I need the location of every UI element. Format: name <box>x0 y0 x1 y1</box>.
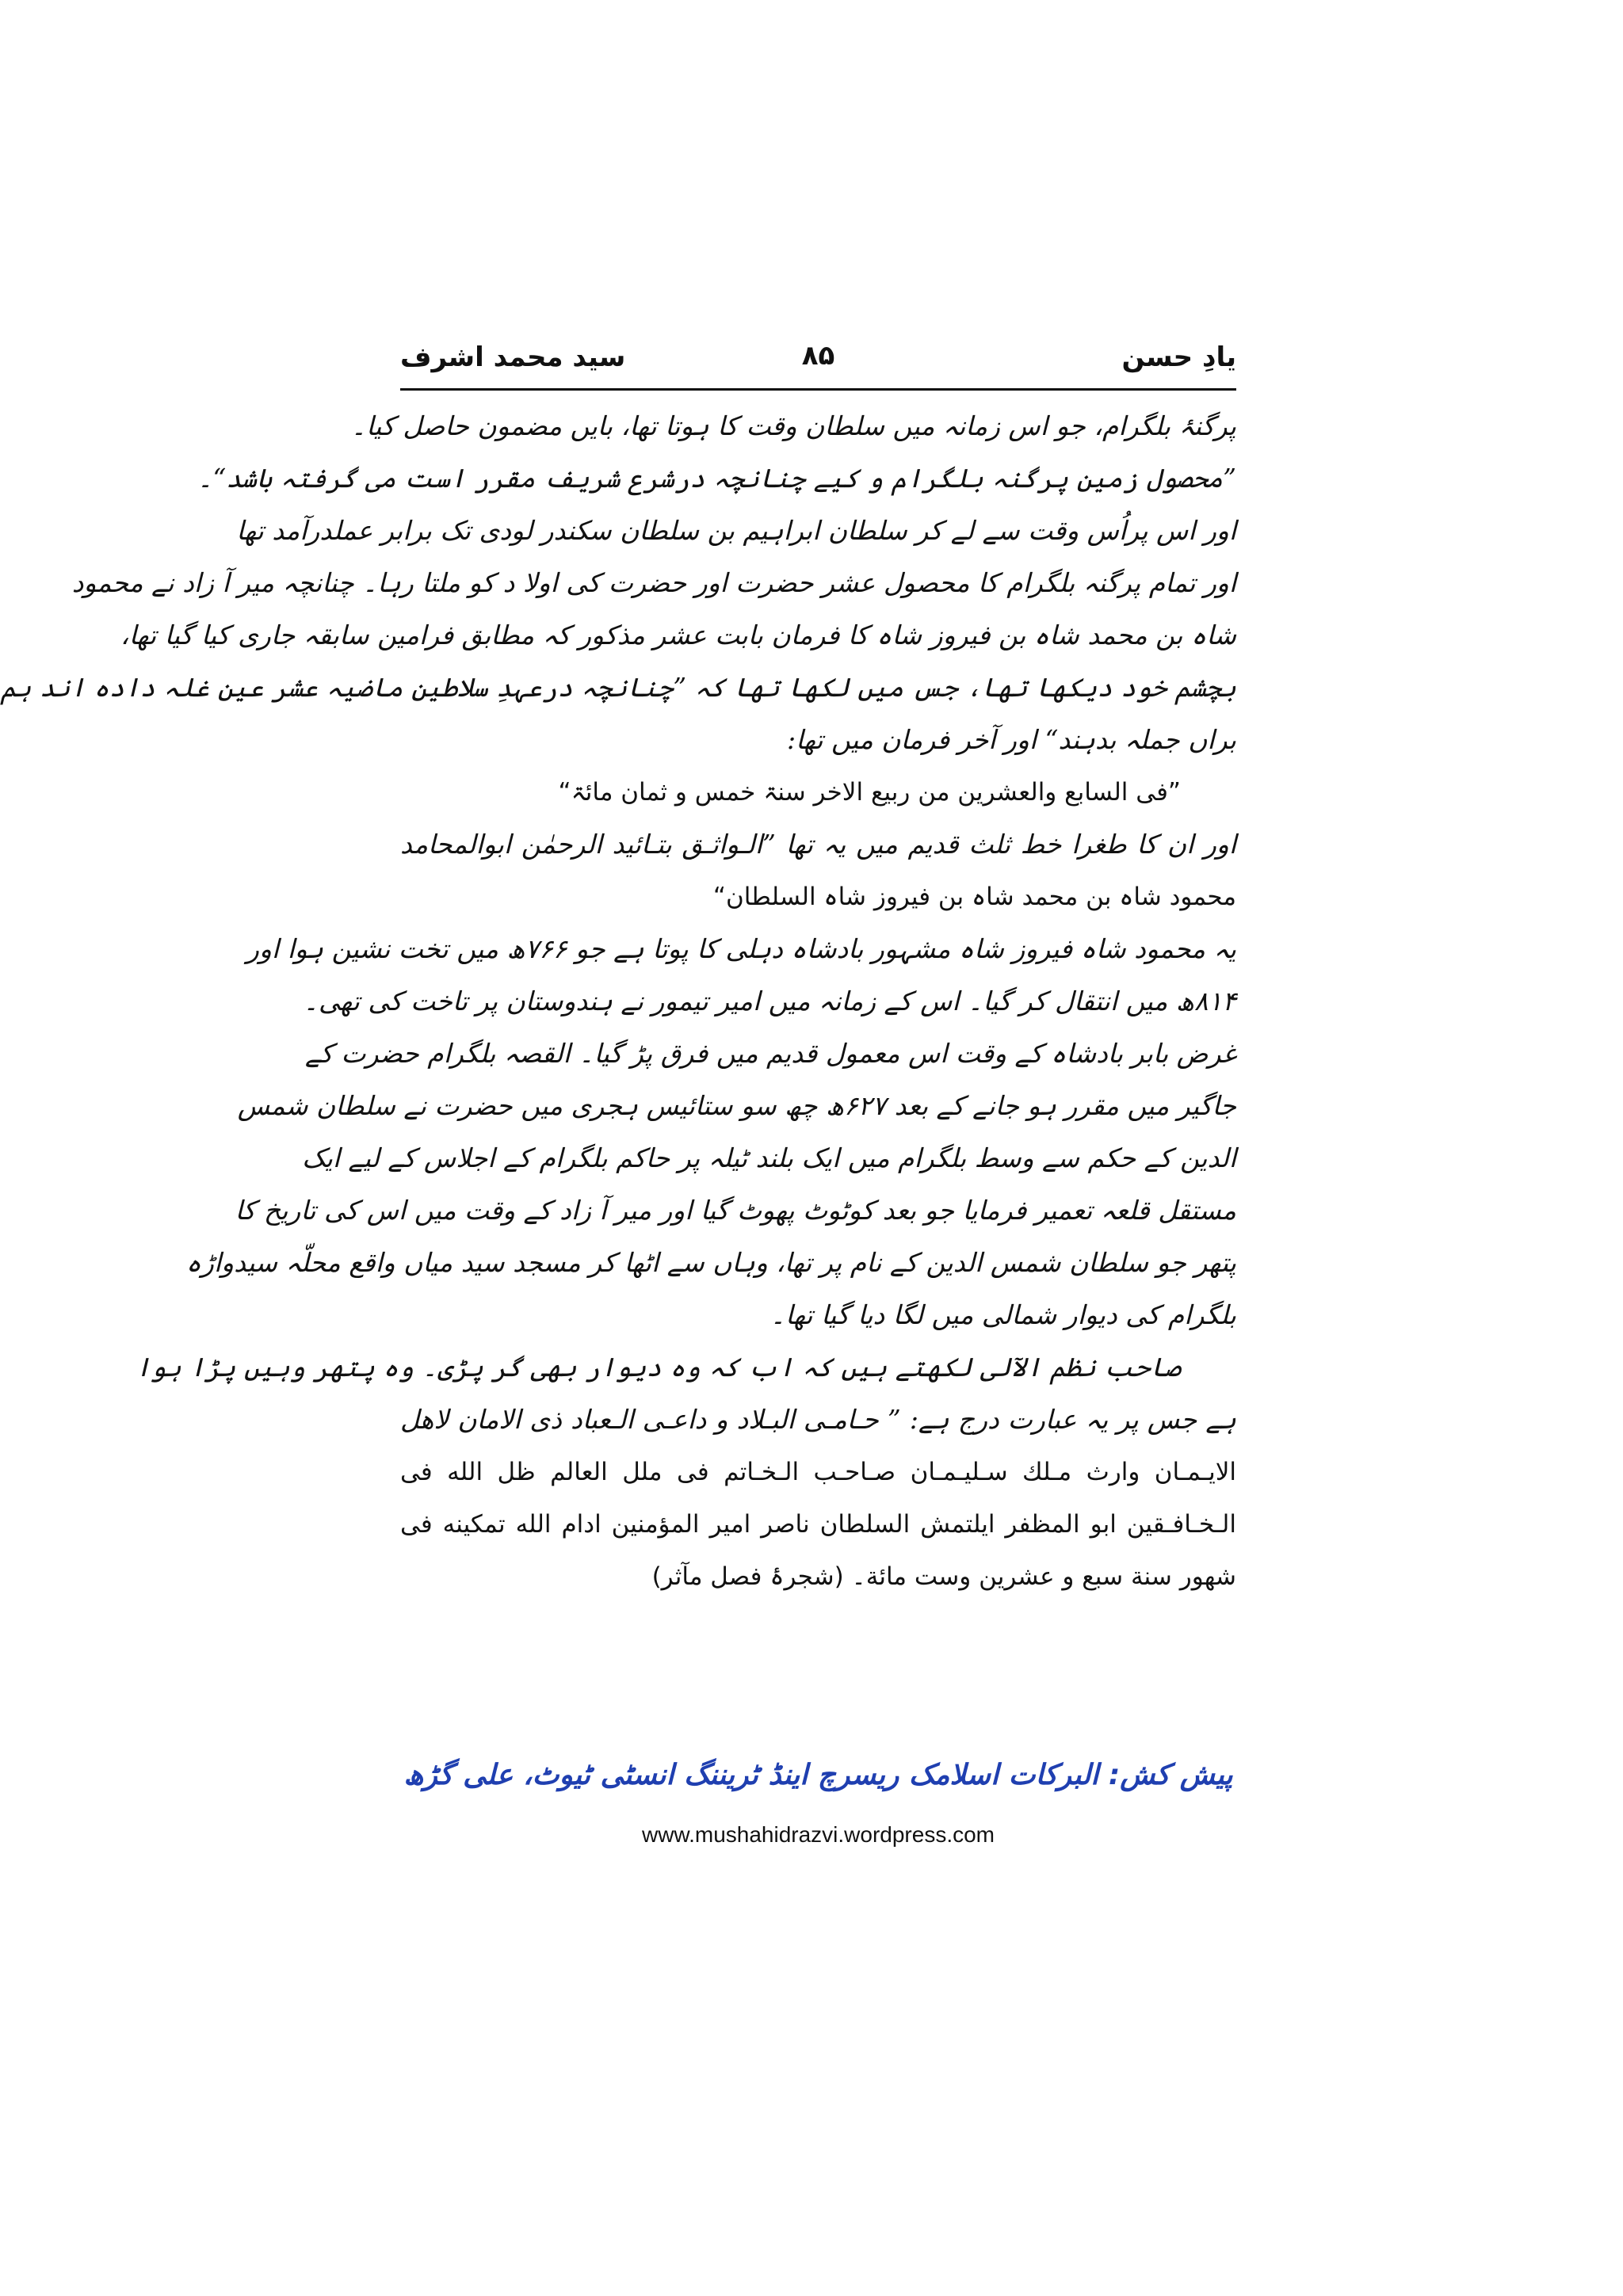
text-line-16: مستقل قلعہ تعمیر فرمایا جو بعد کوٹوٹ پھوٹ گیا اور میر آ زاد کے وقت میں اس کی تاریخ کا <box>235 1195 1236 1226</box>
text-line-14: جاگیر میں مقرر ہو جانے کے بعد ۶۲۷ھ چھ سو ستائیس ہجری میں حضرت نے سلطان شمس <box>237 1090 1236 1121</box>
text-line-19: صاحب نظم الآلی لکھتے ہیں کہ اب کہ وہ دیوار بھی گر پڑی۔ وہ پتھر وہیں پڑا ہوا <box>135 1352 1181 1383</box>
header-rule <box>400 388 1236 391</box>
text-line-7: براں جملہ بدہند“ اور آخر فرمان میں تھا: <box>786 724 1236 755</box>
text-line-4: اور تمام پرگنہ بلگرام کا محصول عشر حضرت اور حضرت کی اولا د کو ملتا رہا۔ چنانچہ میر آ زاد نے محمود <box>71 567 1236 598</box>
body-text <box>0 400 1236 1603</box>
text-line-18: بلگرام کی دیوار شمالی میں لگا دیا گیا تھا۔ <box>769 1299 1236 1330</box>
footer-url[interactable]: www.mushahidrazvi.wordpress.com <box>641 1822 995 1847</box>
footer-credit: پیش کش: البرکات اسلامک ریسرچ اینڈ ٹریننگ انسٹی ٹیوٹ، علی گڑھ <box>403 1759 1233 1791</box>
arabic-date-line: ”فی السابع والعشرین من ربیع الاخر سنۃ خمس و ثمان مائۃ“ <box>558 778 1181 807</box>
author-name: سید محمد اشرف <box>400 341 626 373</box>
text-line-6: بچشم خود دیکھا تھا، جس میں لکھا تھا کہ ”چنانچہ درعہدِ سلاطین ماضیہ عشر عین غلہ دادہ اند ہم <box>0 672 1236 703</box>
text-line-11: یہ محمود شاہ فیروز شاہ مشہور بادشاہ دہلی کا پوتا ہے جو ۷۶۶ھ میں تخت نشین ہوا اور <box>246 933 1236 964</box>
arabic-inscription-line-1: الایـمـان وارث مـلك سـلیـمـان صـاحـب الـخـاتم فی ملل العالم ظل الله فی <box>400 1458 1236 1486</box>
book-title: یادِ حسن <box>1121 341 1236 373</box>
text-line-13: غرض بابر بادشاہ کے وقت اس معمول قدیم میں فرق پڑ گیا۔ القصہ بلگرام حضرت کے <box>304 1038 1236 1069</box>
text-line-20: ہے جس پر یہ عبارت درج ہے: ” حـامـی البـلاد و داعـی الـعباد ذی الامان لاهل <box>400 1404 1236 1435</box>
text-line-3: اور اس پراُس وقت سے لے کر سلطان ابراہیم بن سلطان سکندر لودی تک برابر عملدرآمد تھا <box>236 515 1236 546</box>
arabic-tughra-line: محمود شاہ بن محمد شاہ بن فیروز شاہ السلطان“ <box>712 883 1236 911</box>
text-line-15: الدین کے حکم سے وسط بلگرام میں ایک بلند ٹیلہ پر حاکم بلگرام کے اجلاس کے لیے ایک <box>302 1142 1236 1173</box>
text-line-2: ”محصول زمین پرگنہ بلگرام و کیے چنانچہ درشرع شریف مقرر است می گرفتہ باشد“۔ <box>197 463 1236 494</box>
text-line-5: شاہ بن محمد شاہ بن فیروز شاہ کا فرمان بابت عشر مذکور کہ مطابق فرامین سابقہ جاری کیا گیا تھا، <box>120 620 1236 650</box>
arabic-inscription-line-3: شهور سنة سبع و عشرین وست مائة۔ (شجرۂ فصل مآثر) <box>651 1562 1236 1591</box>
arabic-inscription-line-2: الـخـافـقین ابو المظفر ایلتمش السلطان ناصر امیر المؤمنین ادام الله تمکینه فی <box>400 1510 1236 1539</box>
text-line-1: پرگنۂ بلگرام، جو اس زمانہ میں سلطان وقت کا ہوتا تھا، بایں مضمون حاصل کیا۔ <box>350 410 1236 441</box>
page-number: ۸۵ <box>801 340 835 372</box>
text-line-9: اور ان کا طغرا خط ثلث قدیم میں یہ تھا ”الـواثـق بتـائید الرحمٰن ابوالمحامد <box>400 829 1236 860</box>
page-header <box>400 337 1236 392</box>
text-line-12: ۸۱۴ھ میں انتقال کر گیا۔ اس کے زمانہ میں امیر تیمور نے ہندوستان پر تاخت کی تھی۔ <box>303 986 1236 1016</box>
text-line-17: پتھر جو سلطان شمس الدین کے نام پر تھا، وہاں سے اٹھا کر مسجد سید میاں واقع محلّہ سیدواڑہ <box>185 1247 1236 1278</box>
